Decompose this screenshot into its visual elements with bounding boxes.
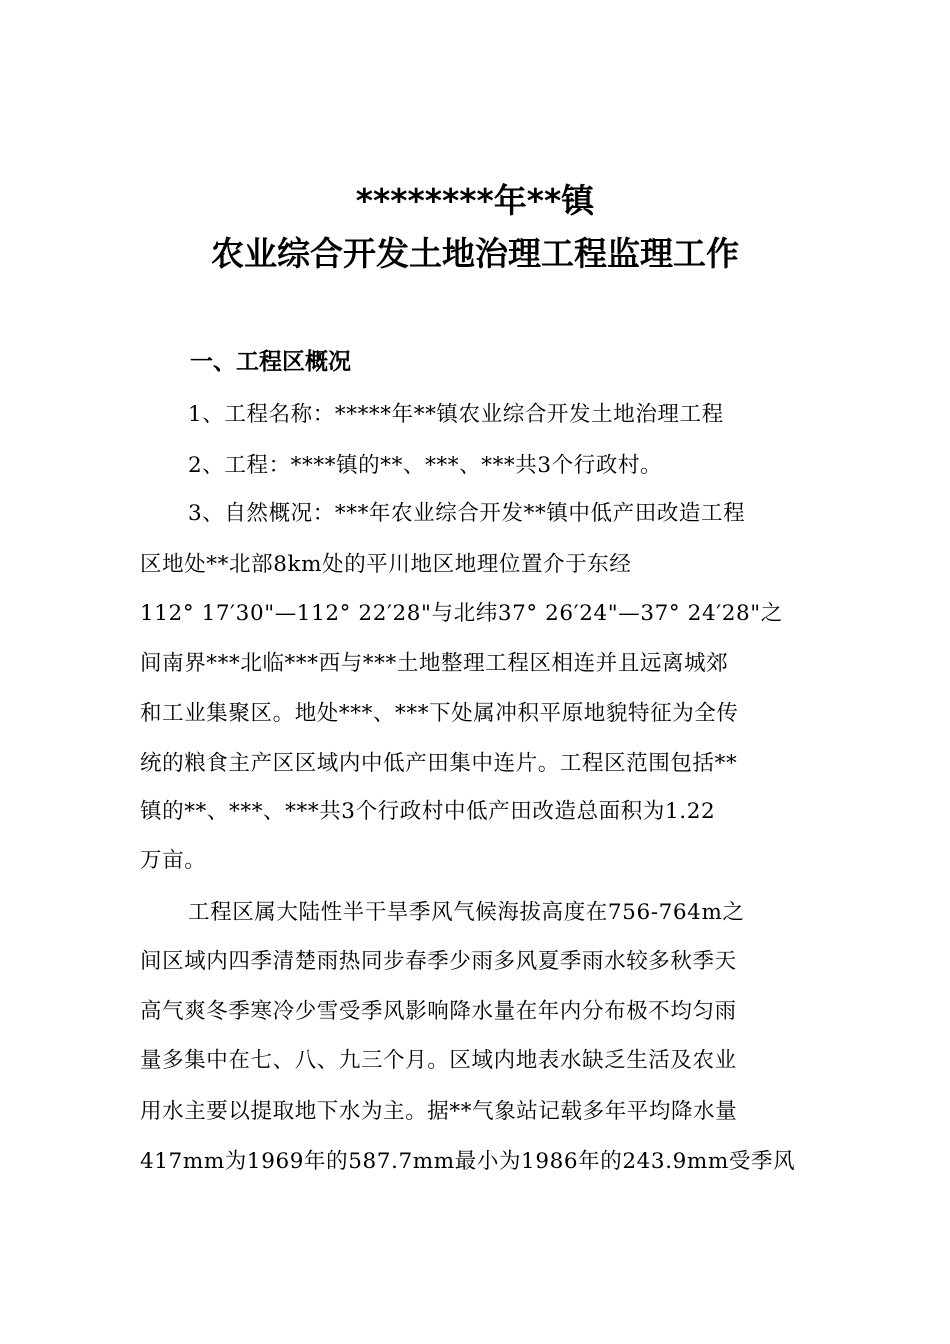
paragraph-line: 3、自然概况：***年农业综合开发**镇中低产田改造工程	[188, 501, 746, 526]
paragraph-line: 和工业集聚区。地处***、***下处属冲积平原地貌特征为全传	[140, 701, 739, 726]
paragraph-line: 镇的**、***、***共3个行政村中低产田改造总面积为1.22	[140, 799, 716, 824]
document-title-line1: ********年**镇	[355, 181, 595, 220]
paragraph-line: 417mm为1969年的587.7mm最小为1986年的243.9mm受季风	[140, 1149, 796, 1174]
document-title-line2: 农业综合开发土地治理工程监理工作	[211, 234, 739, 273]
paragraph-line: 万亩。	[140, 848, 207, 873]
paragraph-line: 112° 17′30"—112° 22′28"与北纬37° 26′24"—37° 24′28"之	[140, 601, 783, 626]
paragraph-line: 区地处**北部8km处的平川地区地理位置介于东经	[140, 552, 632, 577]
item-project-scope: 2、工程：****镇的**、***、***共3个行政村。	[188, 453, 663, 478]
paragraph-line: 统的粮食主产区区域内中低产田集中连片。工程区范围包括**	[140, 751, 738, 776]
paragraph-line: 工程区属大陆性半干旱季风气候海拔高度在756-764m之	[188, 900, 745, 925]
paragraph-line: 用水主要以提取地下水为主。据**气象站记载多年平均降水量	[140, 1099, 738, 1124]
item-project-name: 1、工程名称：*****年**镇农业综合开发土地治理工程	[188, 402, 724, 427]
paragraph-line: 高气爽冬季寒冷少雪受季风影响降水量在年内分布极不均匀雨	[140, 999, 737, 1024]
paragraph-line: 间南界***北临***西与***土地整理工程区相连并且远离城郊	[140, 651, 729, 676]
section-heading: 一、工程区概况	[190, 349, 351, 375]
paragraph-line: 间区域内四季清楚雨热同步春季少雨多风夏季雨水较多秋季天	[140, 949, 737, 974]
paragraph-line: 量多集中在七、八、九三个月。区域内地表水缺乏生活及农业	[140, 1048, 737, 1073]
